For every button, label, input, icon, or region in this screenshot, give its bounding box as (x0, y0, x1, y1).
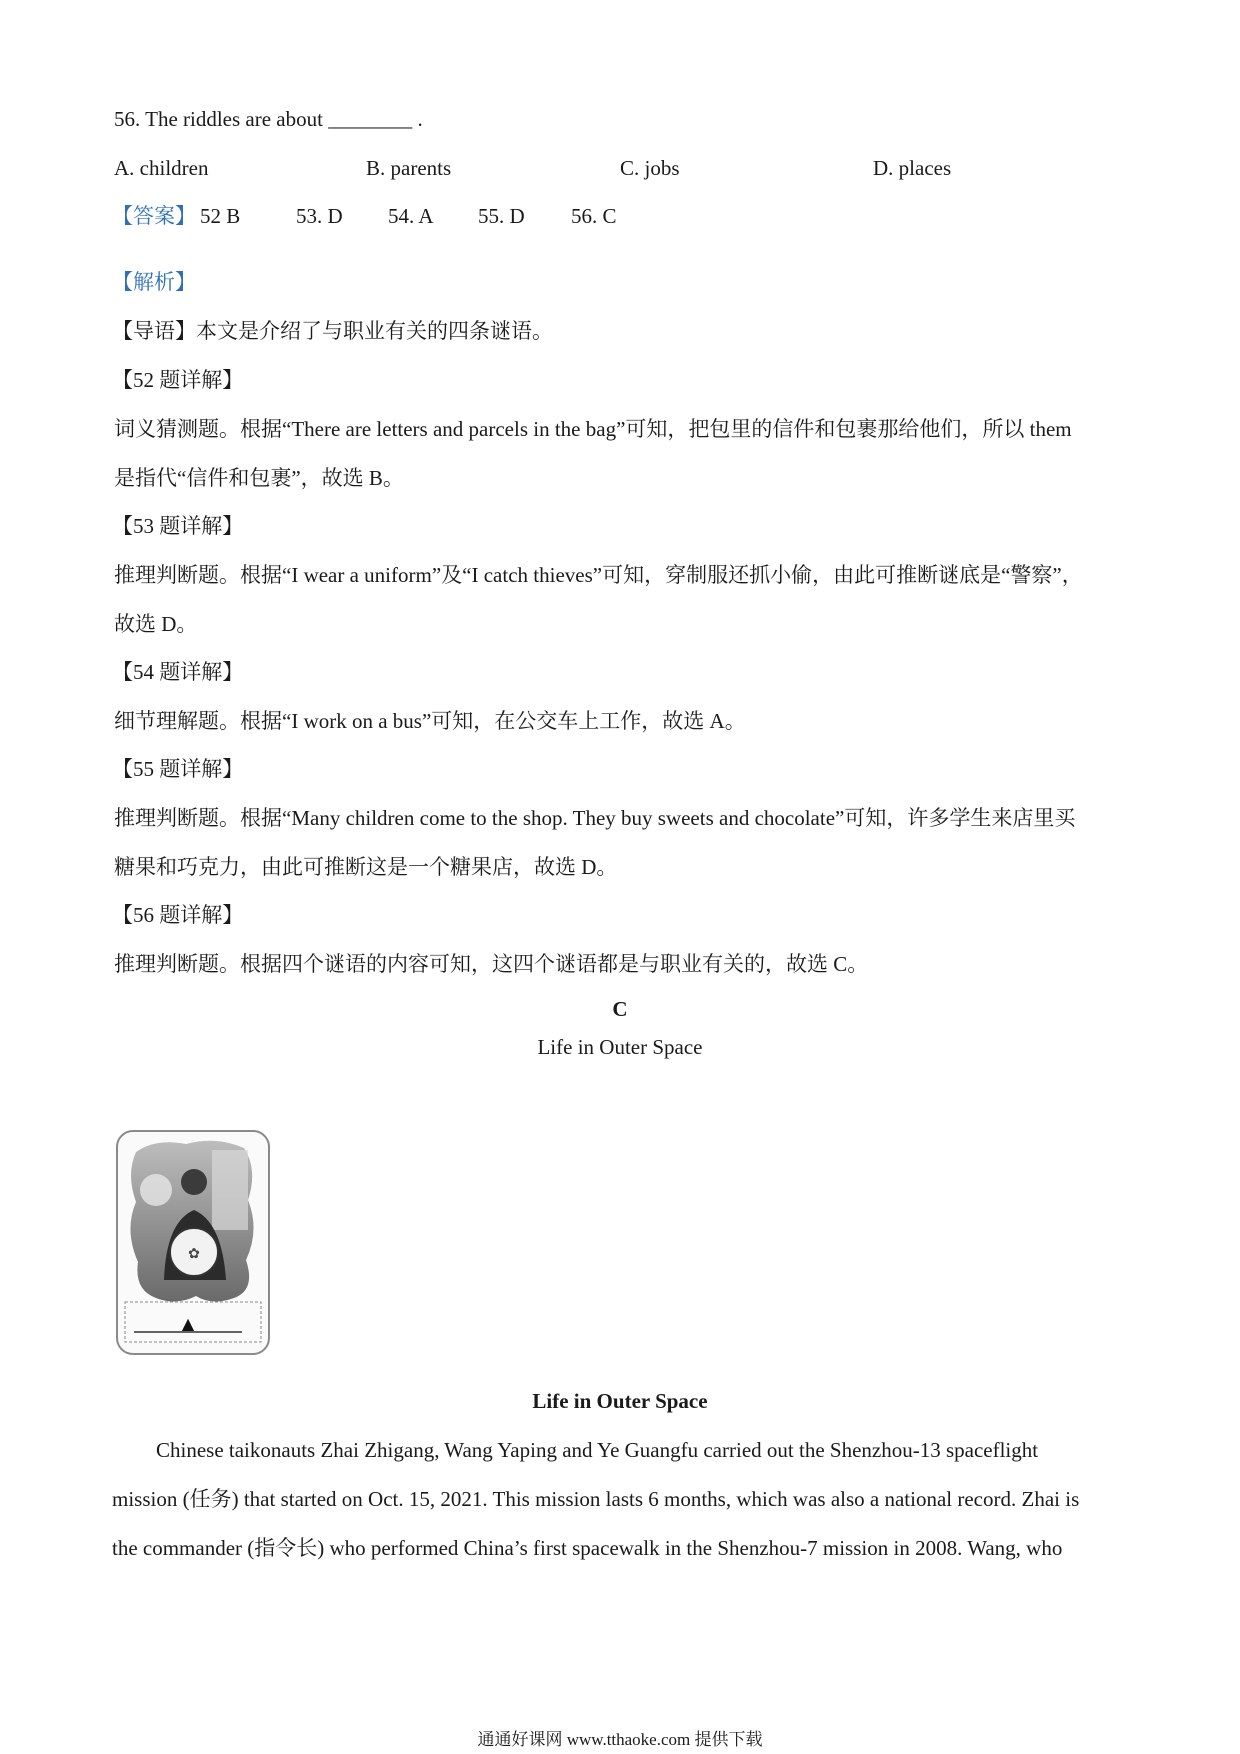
answer-53: 53. D (296, 204, 343, 228)
option-d: D. places (873, 156, 952, 180)
option-a: A. children (114, 156, 209, 180)
answer-label: 【答案】 (112, 204, 196, 228)
explain-54-line-1: 细节理解题。根据“I work on a bus”可知，在公交车上工作，故选 A。 (114, 709, 746, 733)
section-subtitle: Life in Outer Space (537, 1035, 703, 1059)
page-footer: 通通好课网 www.tthaoke.com 提供下载 (477, 1730, 763, 1749)
answer-52: 52 B (200, 204, 241, 228)
section-letter: C (612, 997, 628, 1021)
photo-illustration (116, 1130, 270, 1355)
explain-56-title: 【56 题详解】 (112, 903, 244, 927)
explain-53-line-2: 故选 D。 (114, 612, 198, 636)
option-c: C. jobs (620, 156, 680, 180)
answer-55: 55. D (478, 204, 525, 228)
answer-54: 54. A (388, 204, 434, 228)
analysis-label: 【解析】 (112, 270, 196, 294)
article-line-3: the commander (指令长) who performed China’s first spacewalk in the Shenzhou-7 mission in 2008. Wang, who (112, 1536, 1063, 1560)
option-b: B. parents (366, 156, 452, 180)
explain-52-line-1: 词义猜测题。根据“There are letters and parcels in the bag”可知，把包里的信件和包裹那给他们，所以 them (114, 417, 1072, 441)
article-line-1: Chinese taikonauts Zhai Zhigang, Wang Yaping and Ye Guangfu carried out the Shenzhou-13 spaceflight (156, 1438, 1039, 1462)
explain-55-line-1: 推理判断题。根据“Many children come to the shop. They buy sweets and chocolate”可知，许多学生来店里买 (114, 806, 1076, 830)
svg-text:✿: ✿ (188, 1246, 200, 1262)
astronaut-photo-card (116, 1130, 270, 1355)
explain-53-title: 【53 题详解】 (112, 514, 244, 538)
explain-54-title: 【54 题详解】 (112, 660, 244, 684)
explain-55-line-2: 糖果和巧克力，由此可推断这是一个糖果店，故选 D。 (114, 855, 618, 879)
explain-53-line-1: 推理判断题。根据“I wear a uniform”及“I catch thieves”可知，穿制服还抓小偷，由此可推断谜底是“警察”， (114, 563, 1083, 587)
explain-56-line-1: 推理判断题。根据四个谜语的内容可知，这四个谜语都是与职业有关的，故选 C。 (114, 952, 869, 976)
caption-triangle-icon: ▲ (181, 1314, 195, 1333)
explain-52-title: 【52 题详解】 (112, 368, 244, 392)
intro-text: 【导语】本文是介绍了与职业有关的四条谜语。 (112, 319, 553, 343)
article-title: Life in Outer Space (532, 1389, 708, 1413)
question-56-stem: 56. The riddles are about ________ . (114, 107, 423, 131)
answer-56: 56. C (571, 204, 617, 228)
explain-55-title: 【55 题详解】 (112, 757, 244, 781)
article-line-2: mission (任务) that started on Oct. 15, 2021. This mission lasts 6 months, which was also a national record. Zhai is (112, 1487, 1080, 1511)
explain-52-line-2: 是指代“信件和包裹”，故选 B。 (114, 466, 404, 490)
